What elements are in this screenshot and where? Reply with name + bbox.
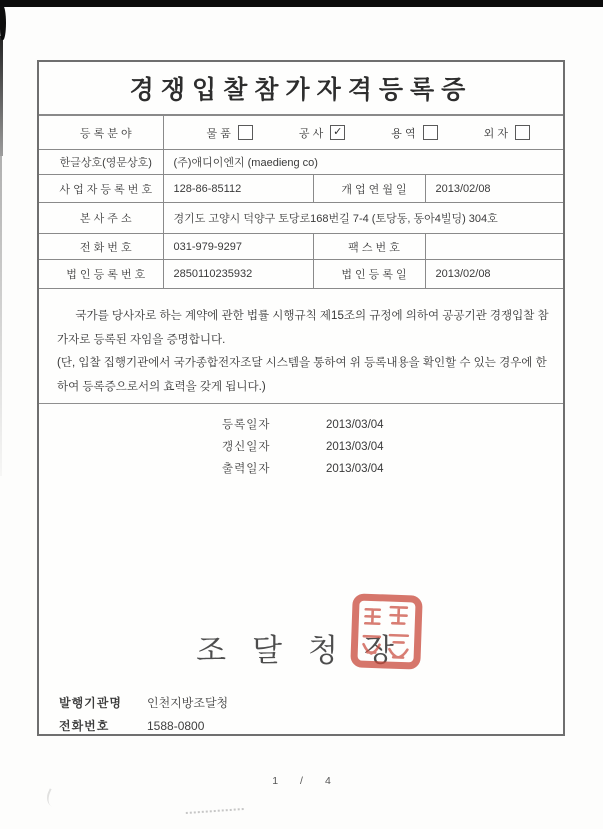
field-label-business-number: 사 업 자 등 록 번 호 <box>39 175 163 203</box>
renewal-date-label: 갱신일자 <box>222 441 271 453</box>
page-separator: / <box>300 775 303 787</box>
scan-artifact-top-edge <box>0 0 603 7</box>
issuer-phone-row <box>59 715 228 738</box>
issuer-phone-value: 1588-0800 <box>147 719 205 733</box>
page-current: 1 <box>272 775 279 787</box>
issuer-phone-label: 전화번호 <box>59 719 110 733</box>
category-option-services <box>391 125 437 141</box>
issuer-info <box>59 692 228 738</box>
field-value-head-office-address: 경기도 고양시 덕양구 토당로168번길 7-4 (토당동, 동아4빌딩) 304호 <box>163 203 563 234</box>
certificate-title: 경쟁입찰참가자격등록증 <box>39 62 563 115</box>
field-label-head-office-address: 본 사 주 소 <box>39 203 163 234</box>
field-value-business-number: 128-86-85112 <box>163 175 313 203</box>
category-option-construction <box>299 125 345 141</box>
checkbox-construction-checked[interactable]: ✓ <box>330 125 345 140</box>
print-date-row <box>222 458 384 480</box>
certificate-frame <box>37 60 565 736</box>
checkbox-services[interactable] <box>423 125 438 140</box>
scan-artifact-pencil-mark-2 <box>43 788 60 807</box>
category-option-label: 외 자 <box>483 127 508 140</box>
field-label-category: 등 록 분 야 <box>39 116 163 150</box>
field-value-fax <box>425 234 563 260</box>
category-option-goods <box>207 125 253 141</box>
issuing-authority-signature <box>39 625 563 670</box>
field-value-opening-date: 2013/02/08 <box>425 175 563 203</box>
field-label-corporate-number: 법 인 등 록 번 호 <box>39 260 163 289</box>
scan-artifact-left-streak <box>0 36 3 156</box>
official-seal-stamp-icon <box>349 592 425 672</box>
checkbox-goods[interactable] <box>238 125 253 140</box>
scan-artifact-left-blob <box>0 6 6 40</box>
checkbox-foreign[interactable] <box>515 125 530 140</box>
field-value-company: (주)애디이엔지 (maedieng co) <box>163 150 563 175</box>
registration-info-table <box>39 115 563 289</box>
field-label-company: 한글상호(영문상호) <box>39 150 163 175</box>
category-option-label: 용 역 <box>391 127 416 140</box>
issuing-agency-row <box>59 692 228 715</box>
category-option-foreign <box>484 125 530 141</box>
category-options-cell <box>163 116 563 150</box>
statement-paragraph-1: 국가를 당사자로 하는 계약에 관한 법률 시행규칙 제15조의 규정에 의하여 공공기관 경쟁입찰 참가자로 등록된 자임을 증명합니다. <box>57 310 549 346</box>
print-date-label: 출력일자 <box>222 463 271 475</box>
field-label-corporate-reg-date: 법 인 등 록 일 <box>313 260 425 289</box>
field-value-corporate-number: 2850110235932 <box>163 260 313 289</box>
category-option-label: 물 품 <box>206 127 231 140</box>
certification-statement <box>57 305 549 399</box>
issuing-agency-value: 인천지방조달청 <box>147 696 229 710</box>
authority-name: 조달청장 <box>196 633 420 668</box>
field-label-phone: 전 화 번 호 <box>39 234 163 260</box>
renewal-date-value: 2013/03/04 <box>326 441 384 453</box>
registration-date-label: 등록일자 <box>222 419 271 431</box>
field-value-corporate-reg-date: 2013/02/08 <box>425 260 563 289</box>
scan-artifact-left-line <box>0 156 2 476</box>
date-list <box>222 414 384 480</box>
page-total: 4 <box>324 775 331 787</box>
registration-date-row <box>222 414 384 436</box>
renewal-date-row <box>222 436 384 458</box>
scan-artifact-pencil-mark <box>186 808 244 821</box>
statement-divider-line <box>39 403 563 404</box>
issuing-agency-label: 발행기관명 <box>59 696 122 710</box>
field-label-opening-date: 개 업 연 월 일 <box>313 175 425 203</box>
page-indicator <box>0 775 603 787</box>
statement-paragraph-2: (단, 입찰 집행기관에서 국가종합전자조달 시스템을 통하여 위 등록내용을 확인할 수 있는 경우에 한하여 등록증으로서의 효력을 갖게 됩니다.) <box>57 357 547 393</box>
field-value-phone: 031-979-9297 <box>163 234 313 260</box>
field-label-fax: 팩 스 번 호 <box>313 234 425 260</box>
category-option-label: 공 사 <box>298 127 324 140</box>
print-date-value: 2013/03/04 <box>326 463 384 475</box>
registration-date-value: 2013/03/04 <box>326 419 384 431</box>
